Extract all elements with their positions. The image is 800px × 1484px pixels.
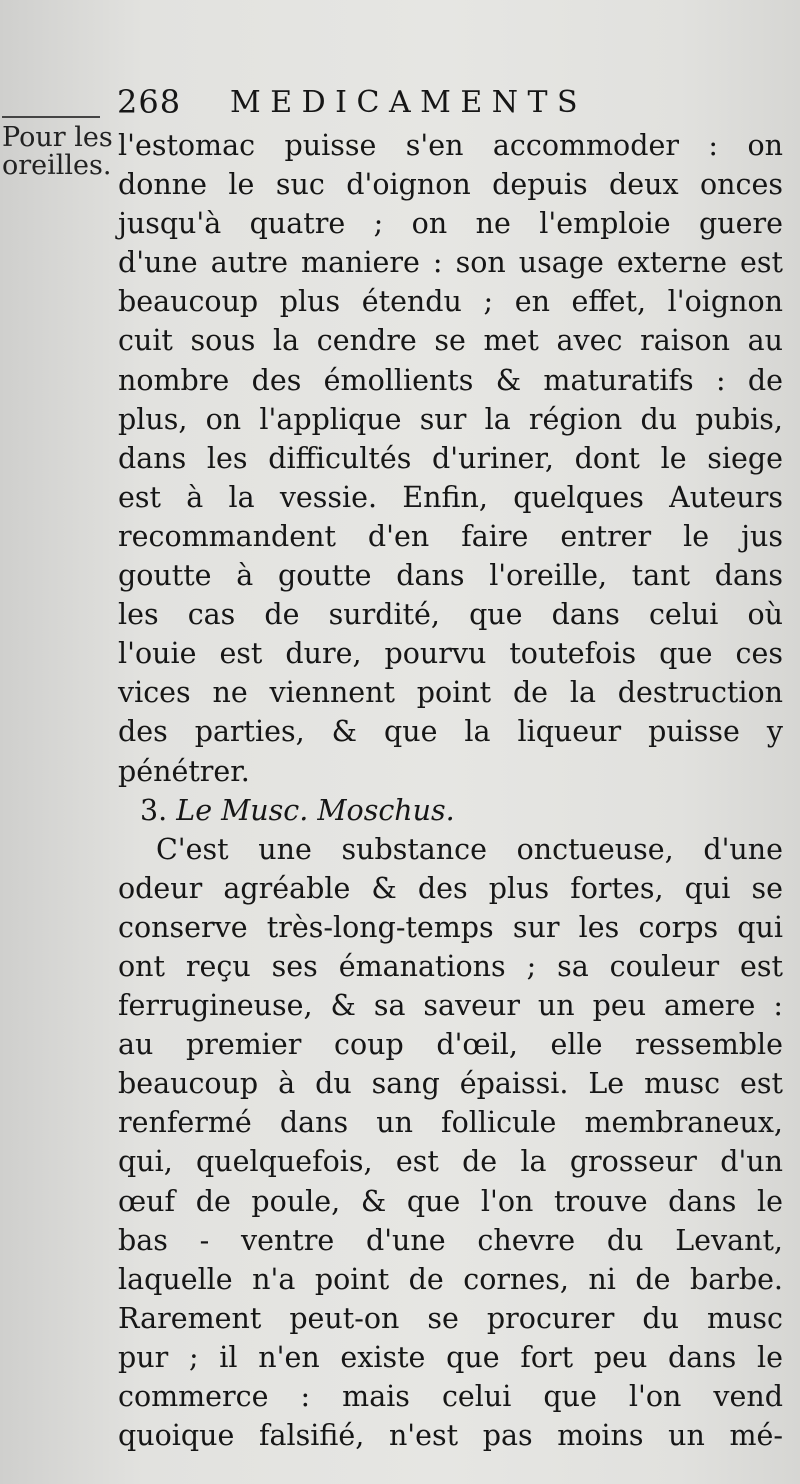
text-line: beaucoup à du sang épaissi. Le musc est [118,1067,783,1101]
text-line: bas - ventre d'une chevre du Levant, [118,1223,783,1257]
section-title: Le Musc. Moschus. [176,793,455,827]
text-line: qui, quelquefois, est de la grosseur d'un [118,1145,783,1179]
text-line: dans les difficultés d'uriner, dont le siege [118,441,783,475]
page-number: 268 [117,83,182,121]
text-line: conserve très-long-temps sur les corps qui [118,910,783,944]
text-line: ont reçu ses émanations ; sa couleur est [118,949,783,983]
margin-note-line: Pour les [2,122,113,153]
margin-note-line: oreilles. [2,150,112,181]
text-line: d'une autre maniere : son usage externe est [118,246,783,280]
text-line: jusqu'à quatre ; on ne l'emploie guere [118,207,783,241]
text-line: beaucoup plus étendu ; en effet, l'oignon [118,285,783,319]
text-line: l'estomac puisse s'en accommoder : on [118,129,783,162]
text-line: cuit sous la cendre se met avec raison au [118,324,783,358]
text-line: odeur agréable & des plus fortes, qui se [118,871,783,905]
running-head: MEDICAMENTS [230,85,588,120]
margin-note [2,124,113,180]
text-line: au premier coup d'œil, elle ressemble [118,1028,783,1062]
text-line: recommandent d'en faire entrer le jus [118,519,783,553]
text-line: vices ne viennent point de la destruction [118,676,783,710]
text-line: nombre des émollients & maturatifs : de [118,363,783,397]
text-line: laquelle n'a point de cornes, ni de barbe. [118,1262,783,1296]
text-line: Rarement peut-on se procurer du musc [118,1301,783,1335]
text-line: ferrugineuse, & sa saveur un peu amere : [118,989,783,1023]
text-line: donne le suc d'oignon depuis deux onces [118,168,783,202]
text-line: œuf de poule, & que l'on trouve dans le [118,1184,783,1218]
text-line: renfermé dans un follicule membraneux, [118,1106,783,1140]
text-line: des parties, & que la liqueur puisse y [118,715,783,749]
section-heading [118,791,783,830]
section-number: 3. [140,793,168,827]
body-text [118,126,783,1455]
text-line: plus, on l'applique sur la région du pubis, [118,402,783,436]
text-line: C'est une substance onctueuse, d'une [156,832,783,866]
text-line: commerce : mais celui que l'on vend [118,1380,783,1413]
text-line: quoique falsifié, n'est pas moins un mé- [118,1419,783,1453]
header-rule [2,116,100,118]
text-line: pénétrer. [118,754,250,788]
text-line: goutte à goutte dans l'oreille, tant dans [118,559,783,593]
text-line: pur ; il n'en existe que fort peu dans le [118,1340,783,1374]
text-line: est à la vessie. Enfin, quelques Auteurs [118,480,783,514]
text-line: l'ouie est dure, pourvu toutefois que ces [118,637,783,671]
text-line: les cas de surdité, que dans celui où [118,598,783,632]
